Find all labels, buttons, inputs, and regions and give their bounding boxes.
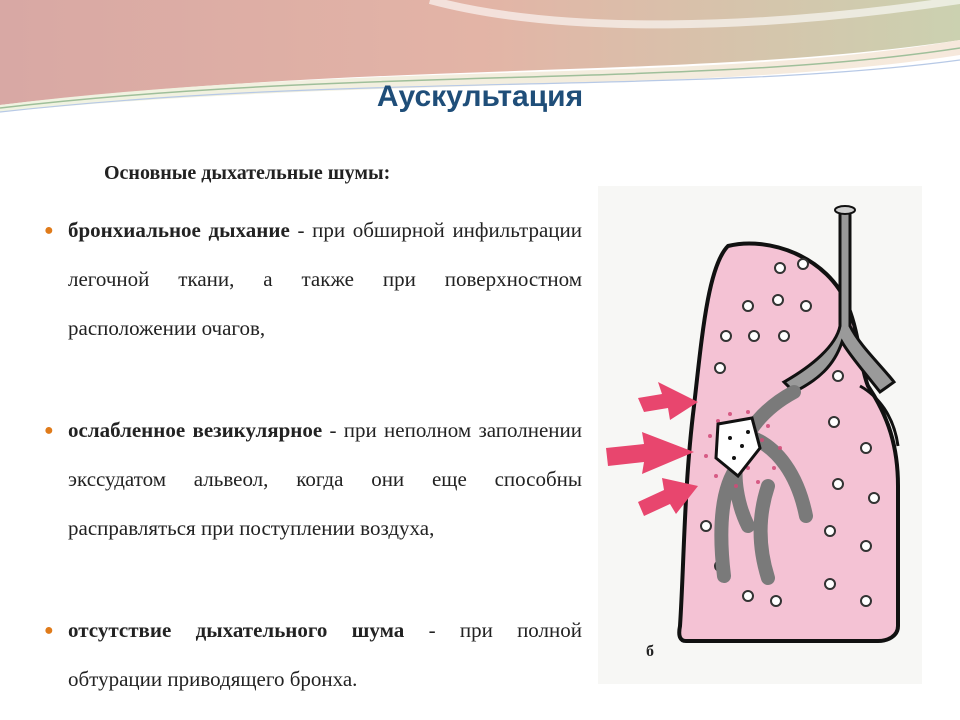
bullet-text: - при полной обтурации приводящего бронха. [68, 618, 582, 691]
bullet-text: - при обширной инфильтрации легочной ткани, а также при поверхностном расположении очагов, [68, 218, 582, 340]
bullet-list [44, 206, 582, 704]
bullet-item [44, 606, 582, 704]
bullet-item [44, 206, 582, 406]
slide-title: Аускультация [376, 80, 584, 113]
slide-subtitle: Основные дыхательные шумы: [104, 162, 391, 184]
bullet-term: отсутствие дыхательного шума [68, 618, 405, 642]
bullet-dot-icon: ● [44, 422, 54, 439]
bullet-item [44, 406, 582, 606]
figure-label: б [646, 643, 654, 660]
bullet-dot-icon: ● [44, 622, 54, 639]
bullet-dot-icon: ● [44, 222, 54, 239]
bullet-term: ослабленное везикулярное [68, 418, 323, 442]
lung-illustration [598, 186, 922, 684]
bullet-text: - при неполном заполнении экссудатом альвеол, когда они еще способны расправляться при поступлении воздуха, [68, 418, 582, 540]
bullet-term: бронхиальное дыхание [68, 218, 290, 242]
